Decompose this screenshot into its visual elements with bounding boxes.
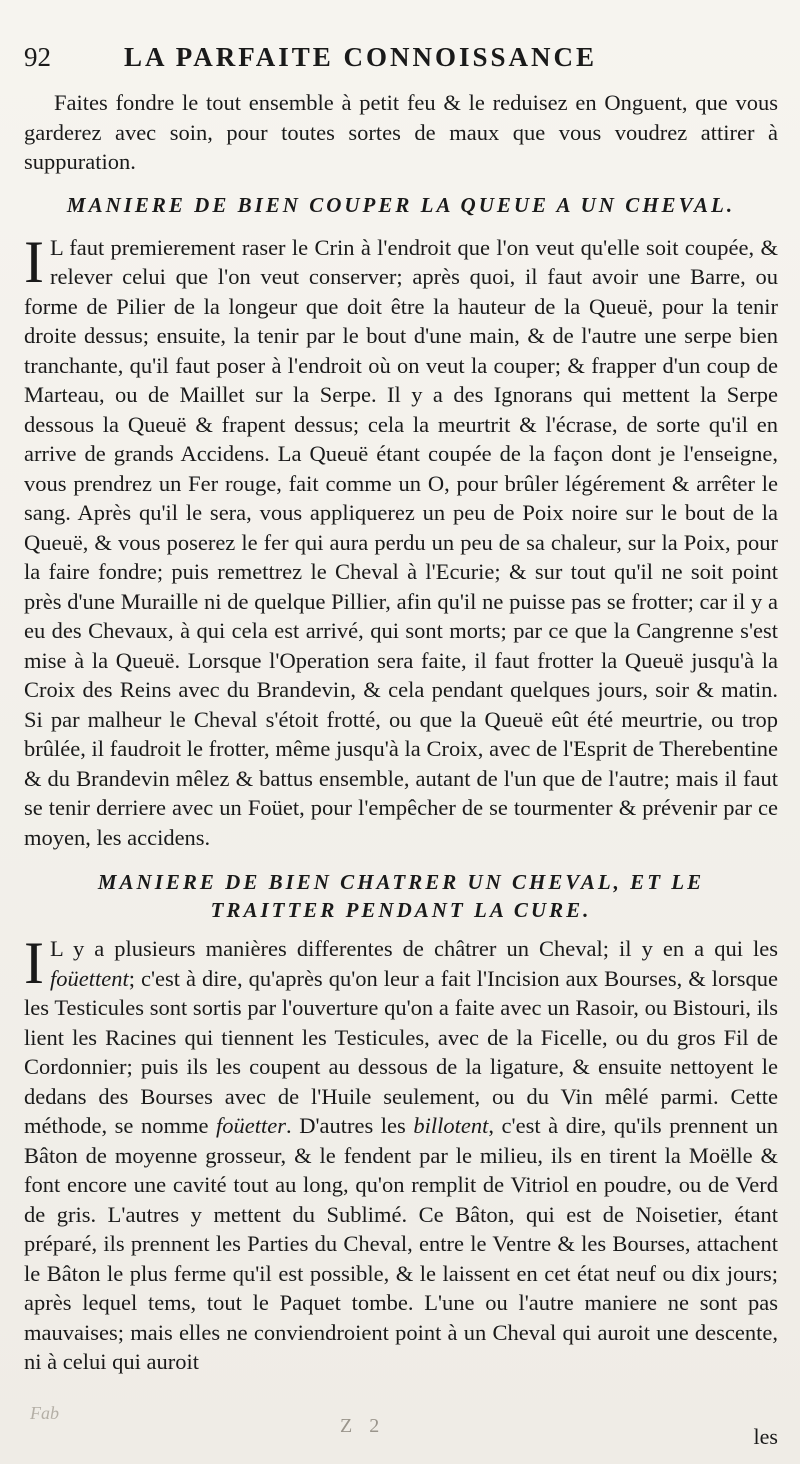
drop-cap: I (24, 930, 44, 996)
body-text: ; c'est à dire, qu'après qu'on leur a fait l'Incision aux Bourses, & lorsque les Testicules sont sortis par l'ouverture qu'on a faite avec un Rasoir, ou Bistouri, ils lient les Racines qui tiennent les Testicules, avec de la Ficelle, ou du gros Fil de Cordonnier; puis ils les coupent au dessous de la ligature, & ensuite nettoyent le dedans des Bourses avec de l'Huile seulement, ou du Vin mêlé parmi. Cette méthode, se nomme (24, 965, 778, 1138)
heading-line-1: MANIERE DE BIEN CHATRER UN CHEVAL, ET LE (97, 870, 705, 894)
drop-cap: I (24, 228, 44, 295)
italic-term: billotent (413, 1113, 489, 1138)
signature-mark: Z 2 (340, 1415, 386, 1437)
section-tail-body (24, 228, 778, 853)
bleed-through-mark: Fab (30, 1403, 59, 1423)
body-text: . D'autres les (286, 1113, 414, 1138)
section-castration-body (24, 930, 779, 1377)
italic-term: foüetter (216, 1113, 287, 1138)
section-heading-tail: MANIERE DE BIEN COUPER LA QUEUE A UN CHEVAL. (66, 192, 736, 217)
section-tail-text: L faut premierement raser le Crin à l'endroit que l'on veut qu'elle soit coupée, & relever celui que l'on veut conserver; après quoi, il faut avoir une Barre, ou forme de Pilier de la longeur que doit être la hauteur de la Queuë, pour la tenir droite dessus; ensuite, la tenir par le bout d'une main, & de l'autre une serpe bien tranchante, qu'il faut poser à l'endroit où on veut la couper; & frapper d'un coup de Marteau, ou de Maillet sur la Serpe. Il y a des Ignorans qui mettent la Serpe dessous la Queuë & frapent dessus; cela la meurtrit & l'écrase, de sorte qu'il en arrive de grands Accidens. La Queuë étant coupée de la façon dont je l'enseigne, vous prendrez un Fer rouge, fait comme un O, pour brûler légérement & arrêter le sang. Après qu'il le sera, vous appliquerez un peu de Poix noire sur le bout de la Queuë, & vous poserez le fer qui aura perdu un peu de sa chaleur, sur la Poix, pour la faire fondre; puis remettrez le Cheval à l'Ecurie; & sur tout qu'il ne soit point près d'une Muraille ni de quelque Pillier, afin qu'il ne puisse pas se frotter; car il y a eu des Chevaux, à qui cela est arrivé, qui sont morts; par ce que la Cangrenne s'est mise à la Queuë. Lorsque l'Operation sera faite, il faut frotter la Queuë jusqu'à la Croix des Reins avec du Brandevin, & cela pendant quelques jours, soir & matin. Si par malheur le Cheval s'étoit frotté, ou que la Queuë eût été meurtrie, ou trop brûlée, il faudroit le frotter, même jusqu'à la Croix, avec de l'Esprit de Therebentine & du Brandevin mêlez & battus ensemble, autant de l'un que de l'autre; mais il faut se tenir derriere avec un Foüet, pour l'empêcher de se tourmenter & prévenir par ce moyen, les accidens. (24, 234, 778, 850)
italic-term: foüettent (49, 965, 129, 991)
body-text: L y a plusieurs manières differentes de châtrer un Cheval; il y en a qui les (49, 936, 778, 961)
section-heading-castration (24, 868, 778, 924)
page-header (24, 42, 778, 88)
heading-line-2: TRAITTER PENDANT LA CURE. (210, 898, 592, 922)
catchword: les (753, 1424, 778, 1449)
opening-paragraph: Faites fondre le tout ensemble à petit feu & le reduisez en Onguent, que vous garderez avec soin, pour toutes sortes de maux que vous voudrez attirer à suppuration. (24, 90, 778, 174)
body-text: , c'est à dire, qu'ils prennent un Bâton de moyenne grosseur, & le fendent par le milieu, ils en tirent la Moëlle & font encore une cavité tout au long, qu'on remplit de Vitriol en poudre, ou de Verd de gris. L'autres y mettent du Sublimé. Ce Bâton, qui est de Noisetier, étant préparé, ils prennent les Parties du Cheval, entre le Ventre & les Bourses, attachent le Bâton le plus ferme qu'il est possible, & le laissent en cet état neuf ou dix jours; après lequel tems, tout le Paquet tombe. L'une ou l'autre maniere ne sont pas mauvaises; mais elles ne conviendroient point à un Cheval qui auroit une descente, ni à celui qui auroit (24, 1113, 779, 1374)
page-number: 92 (24, 42, 51, 72)
running-title: LA PARFAITE CONNOISSANCE (124, 42, 598, 72)
